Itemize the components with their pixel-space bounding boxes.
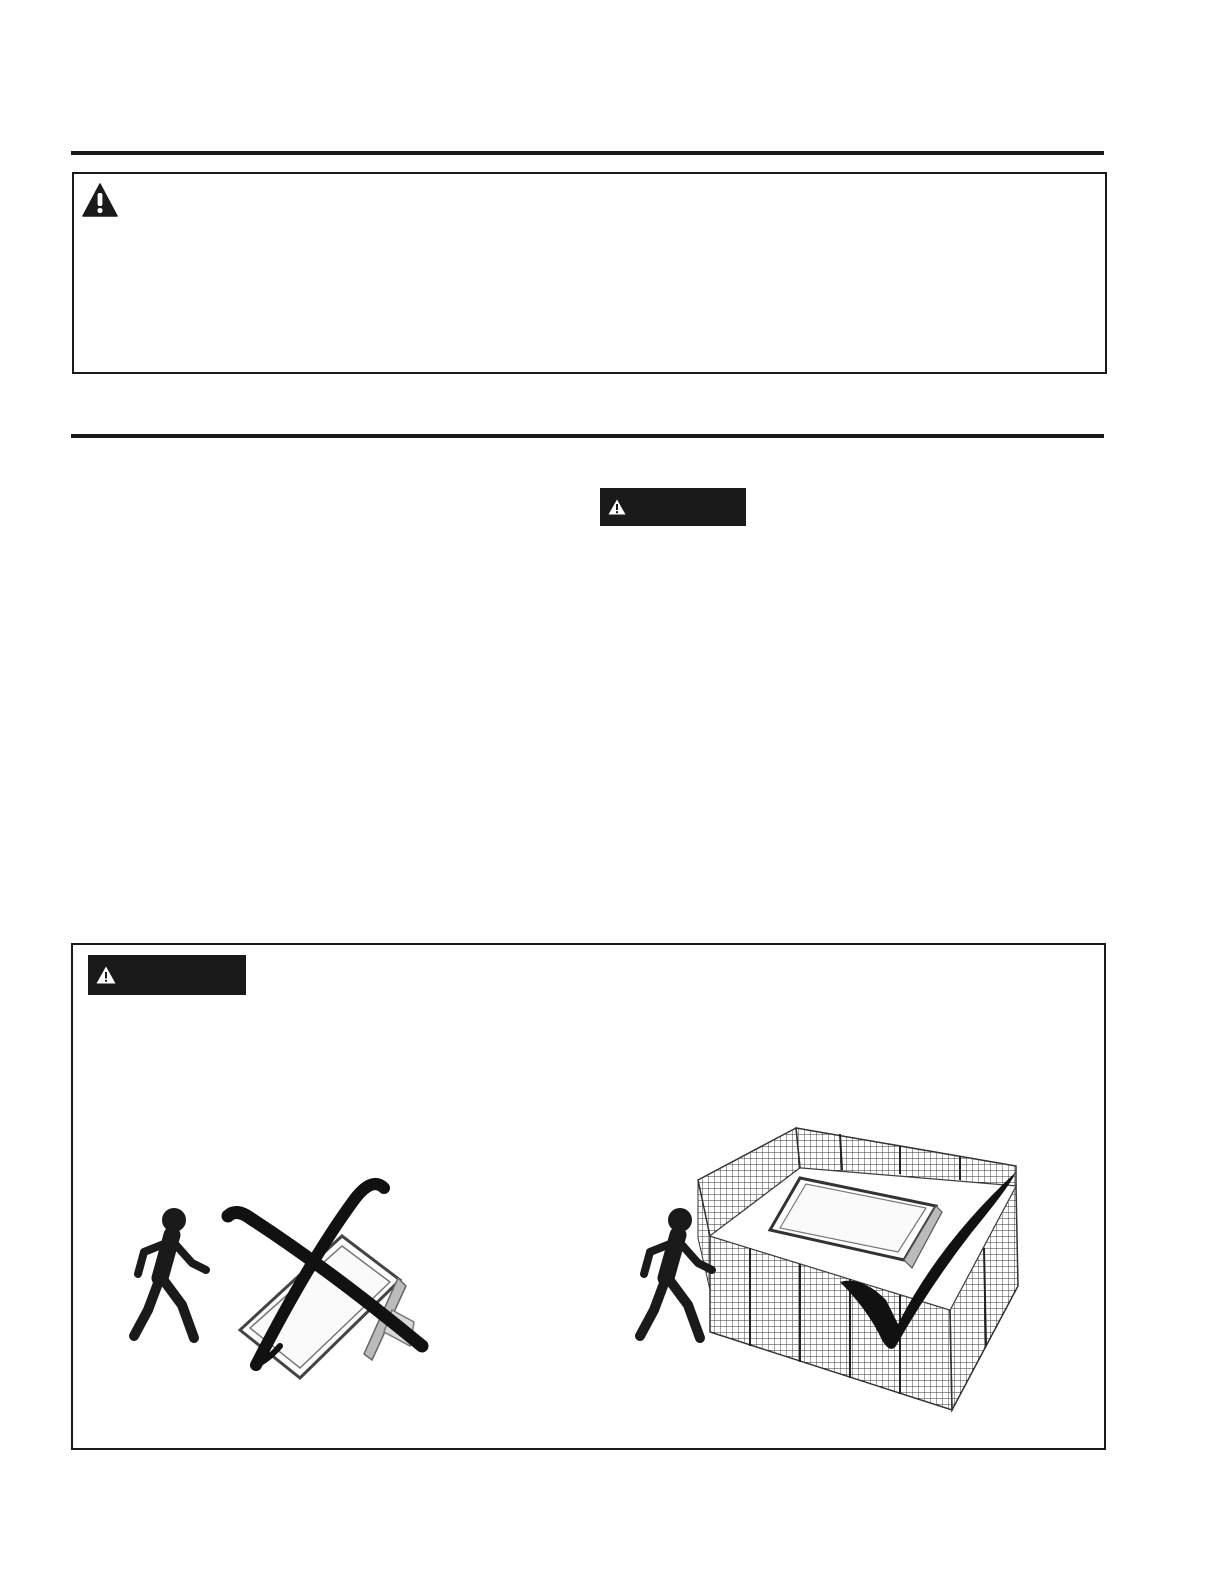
section-divider-middle xyxy=(71,434,1104,438)
warning-triangle-icon xyxy=(608,499,626,515)
warning-label-right xyxy=(600,488,746,526)
warning-label-bottom xyxy=(88,955,246,995)
incorrect-practice-illustration xyxy=(110,1160,450,1380)
warning-box-top-text xyxy=(130,185,1090,355)
correct-practice-illustration xyxy=(600,1110,1040,1420)
section-divider-top xyxy=(71,151,1104,155)
walking-person-icon xyxy=(134,1208,206,1338)
warning-triangle-icon xyxy=(82,183,118,217)
warning-triangle-icon xyxy=(96,966,116,984)
fenced-solar-panel-icon xyxy=(698,1128,1018,1410)
